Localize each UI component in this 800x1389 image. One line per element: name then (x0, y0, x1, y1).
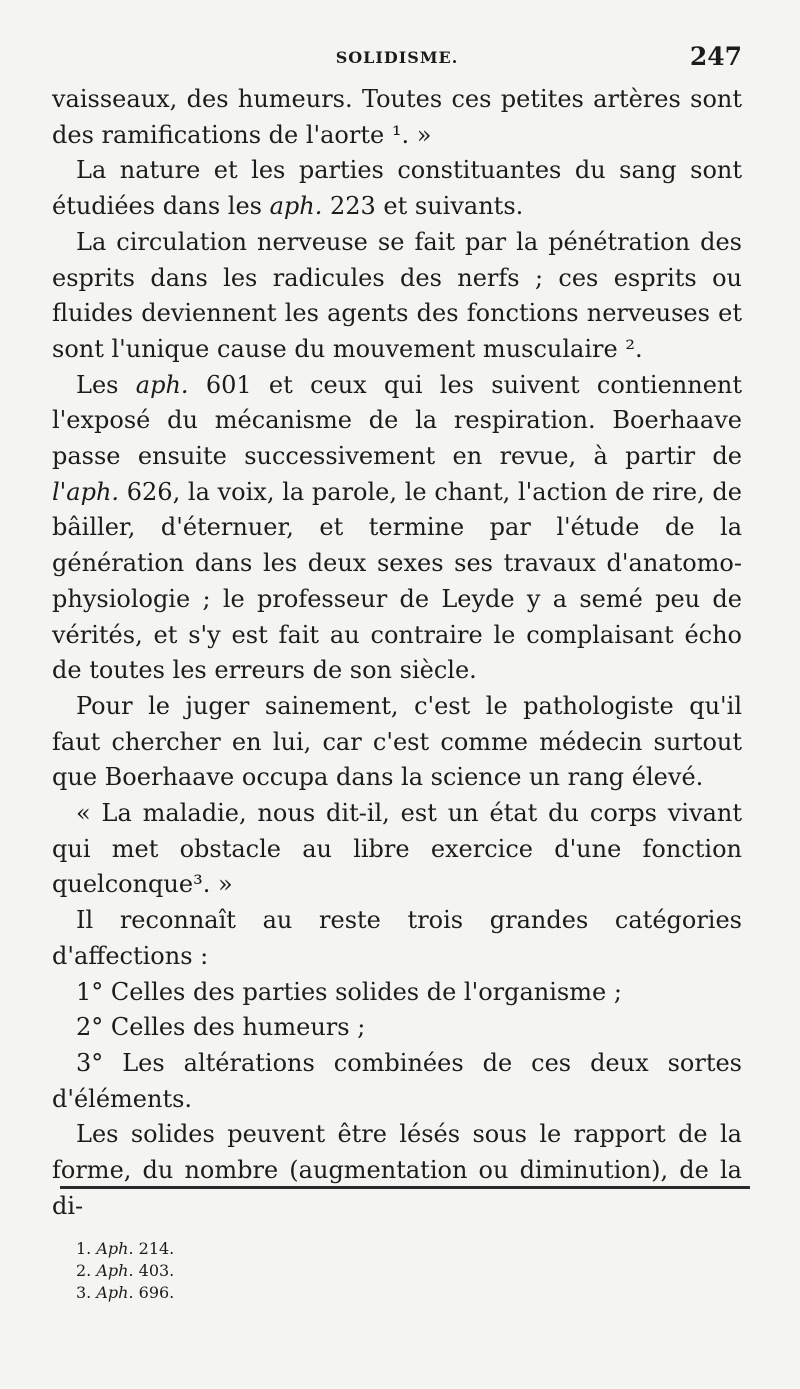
paragraph: Pour le juger sainement, c'est le pathologiste qu'il faut chercher en lui, car c'est comme médecin surtout que Boerhaave occupa dans la science un rang élevé. (52, 691, 742, 792)
italic-ref: aph. (269, 192, 323, 221)
footnote-ref: Aph. (96, 1239, 134, 1258)
page-number: 247 (689, 42, 742, 71)
footnote-ref: Aph. (96, 1283, 134, 1302)
paragraph: 3° Les altérations combinées de ces deux sortes d'éléments. (52, 1048, 742, 1113)
running-title: SOLIDISME. (335, 48, 459, 67)
paragraph (52, 153, 742, 224)
italic-ref: l'aph. (52, 477, 120, 506)
paragraph: « La maladie, nous dit-il, est un état du corps vivant qui met obstacle au libre exercice d'une fonction quelconque³. » (52, 799, 742, 899)
footnote-number: 2. (76, 1261, 92, 1280)
paragraph: Les solides peuvent être lésés sous le rapport de la forme, du nombre (augmentation ou diminution), de la di- (52, 1120, 742, 1220)
footnote-number: 3. (76, 1283, 92, 1302)
footnote-number: 1. (76, 1239, 92, 1258)
footnote (76, 1260, 174, 1282)
paragraph: 1° Celles des parties solides de l'organisme ; (76, 977, 622, 1006)
paragraph (52, 368, 742, 689)
paragraph: La circulation nerveuse se fait par la pénétration des esprits dans les radicules des nerfs ; ces esprits ou fluides deviennent les agents des fonctions nerveuses et sont l'unique cause du mouvement musculaire ². (52, 227, 742, 363)
text-run: Les (76, 370, 136, 399)
footnote-page: 403. (138, 1261, 175, 1280)
running-head (52, 40, 742, 80)
footnote-rule (60, 1186, 750, 1189)
footnote (76, 1238, 174, 1260)
paragraph: vaisseaux, des humeurs. Toutes ces petites artères sont des ramifications de l'aorte ¹. » (52, 85, 742, 149)
footnote (76, 1282, 174, 1304)
paragraph: Il reconnaît au reste trois grandes catégories d'affections : (52, 906, 742, 970)
italic-ref: aph. (135, 370, 189, 399)
footnote-page: 214. (138, 1239, 175, 1258)
text-run: 223 et suivants. (322, 192, 524, 221)
footnote-page: 696. (138, 1283, 175, 1302)
footnotes (76, 1238, 174, 1304)
text-run: 601 et ceux qui les suivent contiennent l'exposé du mécanisme de la respiration. Boerhaave passe ensuite successivement en revue, à partir de (52, 370, 742, 471)
text-run: La nature et les parties constituantes du sang sont étudiées dans les (52, 156, 742, 221)
footnote-ref: Aph. (96, 1261, 134, 1280)
paragraph: 2° Celles des humeurs ; (76, 1013, 366, 1042)
body-text (52, 82, 742, 1225)
text-run: 626, la voix, la parole, le chant, l'action de rire, de bâiller, d'éternuer, et termine par l'étude de la génération dans les deux sexes ses travaux d'anatomo-physiologie ; le professeur de Leyde y a semé peu de vérités, et s'y est fait au contraire le complaisant écho de toutes les erreurs de son siècle. (52, 477, 742, 685)
